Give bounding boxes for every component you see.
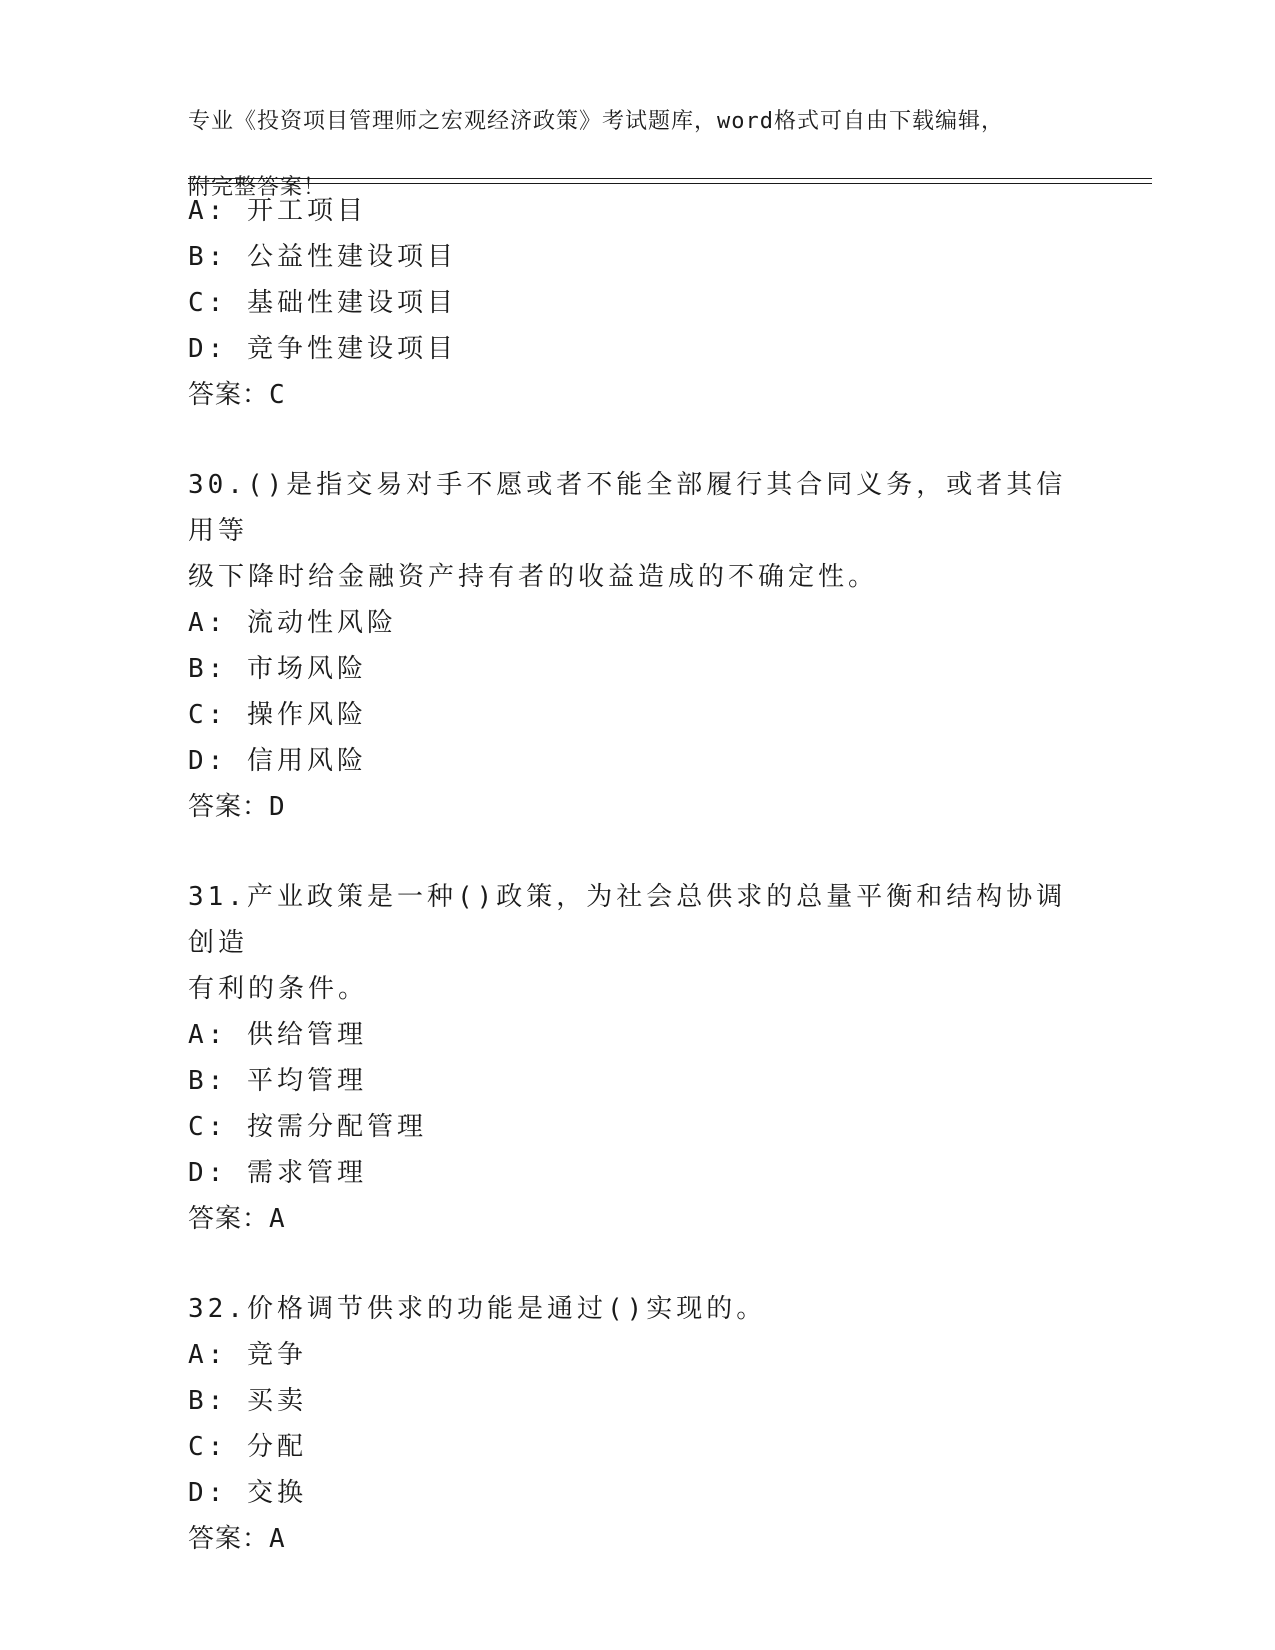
- question-31: [188, 874, 1088, 1242]
- question-stem-line-2: 有利的条件。: [188, 974, 369, 1004]
- question-stem-line-1: 31.产业政策是一种()政策，为社会总供求的总量平衡和结构协调创造: [188, 882, 1067, 958]
- answer: 答案：A: [188, 1524, 286, 1554]
- answer: 答案：C: [188, 380, 286, 410]
- option-a: A: 开工项目: [188, 196, 367, 226]
- option-a: A: 供给管理: [188, 1020, 367, 1050]
- header-line-1: 专业《投资项目管理师之宏观经济政策》考试题库，word格式可自由下载编辑，: [188, 109, 1004, 134]
- option-d: D: 竞争性建设项目: [188, 334, 457, 364]
- option-c: C: 基础性建设项目: [188, 288, 457, 318]
- question-29: [188, 188, 1088, 418]
- option-b: B: 平均管理: [188, 1066, 367, 1096]
- option-b: B: 市场风险: [188, 654, 367, 684]
- option-c: C: 按需分配管理: [188, 1112, 427, 1142]
- question-32: [188, 1286, 1088, 1562]
- option-d: D: 信用风险: [188, 746, 367, 776]
- option-c: C: 分配: [188, 1432, 307, 1462]
- header-rule-bottom: [188, 183, 1152, 184]
- answer: 答案：D: [188, 792, 286, 822]
- question-list: [188, 188, 1088, 1562]
- option-d: D: 需求管理: [188, 1158, 367, 1188]
- question-stem-line-2: 级下降时给金融资产持有者的收益造成的不确定性。: [188, 562, 879, 592]
- answer: 答案：A: [188, 1204, 286, 1234]
- question-30: [188, 462, 1088, 830]
- question-stem-line-1: 30.()是指交易对手不愿或者不能全部履行其合同义务，或者其信用等: [188, 470, 1067, 546]
- option-b: B: 买卖: [188, 1386, 307, 1416]
- header-rule-top: [188, 178, 1152, 179]
- option-d: D: 交换: [188, 1478, 307, 1508]
- header-line-2: 附完整答案！: [188, 175, 327, 200]
- option-a: A: 流动性风险: [188, 608, 397, 638]
- option-a: A: 竞争: [188, 1340, 307, 1370]
- question-stem-line-1: 32.价格调节供求的功能是通过()实现的。: [188, 1294, 767, 1324]
- option-c: C: 操作风险: [188, 700, 367, 730]
- option-b: B: 公益性建设项目: [188, 242, 457, 272]
